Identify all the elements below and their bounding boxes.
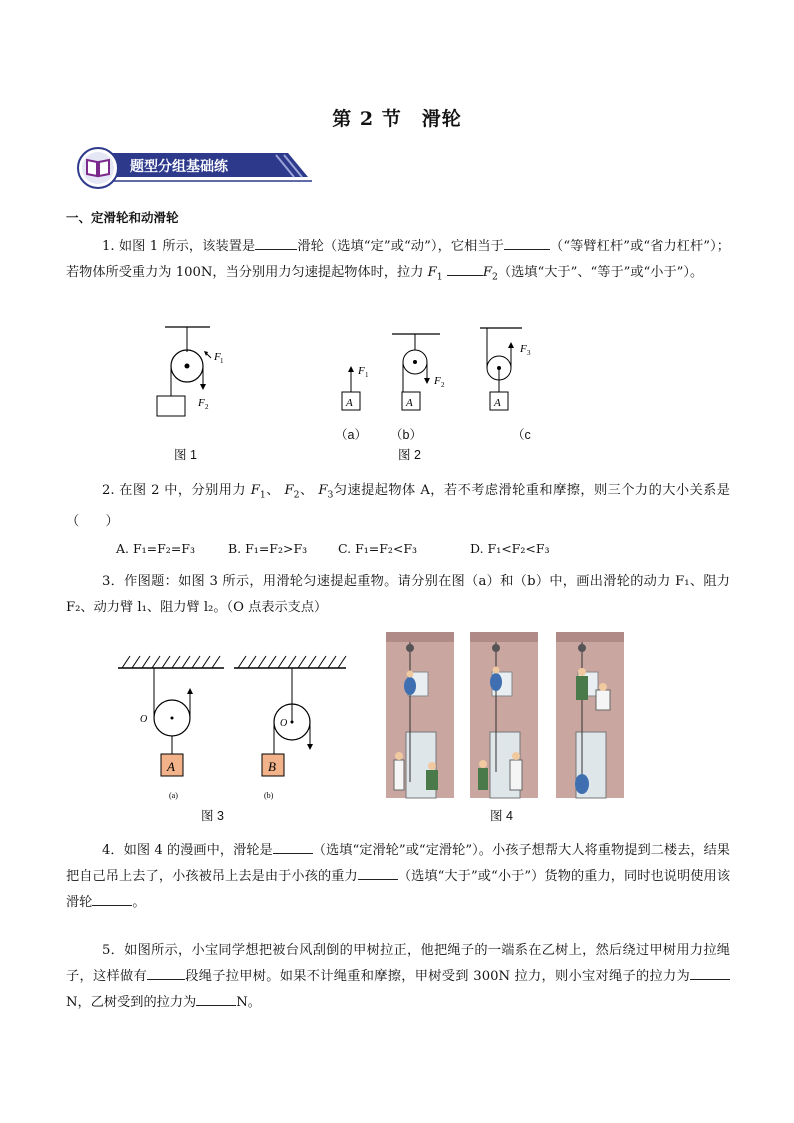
page-title: 第 2 节 滑轮 <box>332 108 462 130</box>
question-3: 3．作图题：如图 3 所示，用滑轮匀速提起重物。请分别在图（a）和（b）中，画出滑轮的动力 F₁、阻力 F₂、动力臂 l₁、阻力臂 l₂。（O 点表示支点） <box>66 574 730 615</box>
answer-blank[interactable] <box>504 235 550 250</box>
question-5: 5．如图所示，小宝同学想把被台风刮倒的甲树拉正，他把绳子的一端系在乙树上，然后绕过甲树用力拉绳子，这样做有 段绳子拉甲树。如果不计绳重和摩擦，甲树受到 300N 拉力，则小宝对绳子的拉力为N，乙树受到的拉力为 N。 <box>66 943 730 1010</box>
answer-blank[interactable] <box>447 261 483 276</box>
figure-2-label-b: （b） <box>390 428 422 442</box>
section-banner <box>76 147 312 189</box>
svg-text:2: 2 <box>441 381 445 389</box>
figure-2-caption: 图 2 <box>398 448 421 462</box>
svg-text:F: F <box>434 375 441 387</box>
sub-b-label: (b) <box>264 791 274 800</box>
figure-2-label-a: （a） <box>335 428 367 442</box>
figure-1 <box>150 322 224 422</box>
svg-text:A: A <box>494 397 501 409</box>
answer-blank[interactable] <box>255 235 297 250</box>
figure-1-caption: 图 1 <box>174 448 197 462</box>
figure-3-caption: 图 3 <box>201 809 224 823</box>
pivot-label: O <box>280 718 288 729</box>
figure-2-label-c: （c <box>512 428 531 442</box>
pivot-label: O <box>140 714 148 725</box>
question-1: 1. 如图 1 所示，该装置是 滑轮（选填“定”或“动”），它相当于 （“等臂杠杆”或“省力杠杆”）；若物体所受重力为 100N，当分别用力匀速提起物体时，拉力 $F_1$ $F_2$（选填“大于”、“等于”或“小于”）。 <box>66 234 730 291</box>
book-icon <box>85 156 111 180</box>
option-c[interactable]: C. F₁=F₂<F₃ <box>338 541 418 556</box>
figure-4-caption: 图 4 <box>490 809 513 823</box>
figure-3 <box>114 650 354 800</box>
figure-2 <box>330 322 540 422</box>
svg-text:A: A <box>406 397 413 409</box>
question-2: 2. 在图 2 中，分别用力 $F_1$、 $F_2$、 $F_3$匀速提起物体 A，若不考虑滑轮重和摩擦，则三个力的大小关系是（ ） <box>66 483 730 529</box>
svg-text:F: F <box>358 365 365 377</box>
answer-blank[interactable] <box>147 965 185 980</box>
svg-text:F: F <box>214 351 221 363</box>
block-b-label: B <box>268 759 276 774</box>
sub-a-label: (a) <box>169 791 178 800</box>
answer-blank[interactable] <box>92 891 132 906</box>
svg-text:1: 1 <box>365 371 369 379</box>
question-4: 4．如图 4 的漫画中，滑轮是 （选填“定滑轮”或“定滑轮”）。小孩子想帮大人将重物提到二楼去，结果把自己吊上去了，小孩被吊上去是由于小孩的重力 （选填“大于”或“小于”）货物的重力，同时也说明使用该滑轮 。 <box>66 838 730 916</box>
answer-blank[interactable] <box>358 865 398 880</box>
svg-text:F: F <box>198 397 205 409</box>
banner-label: 题型分组基础练 <box>130 159 228 175</box>
answer-blank[interactable] <box>690 965 730 980</box>
option-b[interactable]: B. F₁=F₂>F₃ <box>228 541 308 556</box>
section-heading: 一、定滑轮和动滑轮 <box>66 210 179 225</box>
option-a[interactable]: A. F₁=F₂=F₃ <box>116 541 195 556</box>
svg-text:3: 3 <box>527 349 531 357</box>
block-a-label: A <box>167 759 175 774</box>
figure-4-comic <box>386 632 626 800</box>
answer-blank[interactable] <box>273 839 313 854</box>
svg-text:A: A <box>346 397 353 409</box>
answer-blank[interactable] <box>196 991 236 1006</box>
svg-text:2: 2 <box>205 403 209 411</box>
svg-text:1: 1 <box>220 357 224 365</box>
svg-text:F: F <box>520 343 527 355</box>
option-d[interactable]: D. F₁<F₂<F₃ <box>470 541 550 556</box>
